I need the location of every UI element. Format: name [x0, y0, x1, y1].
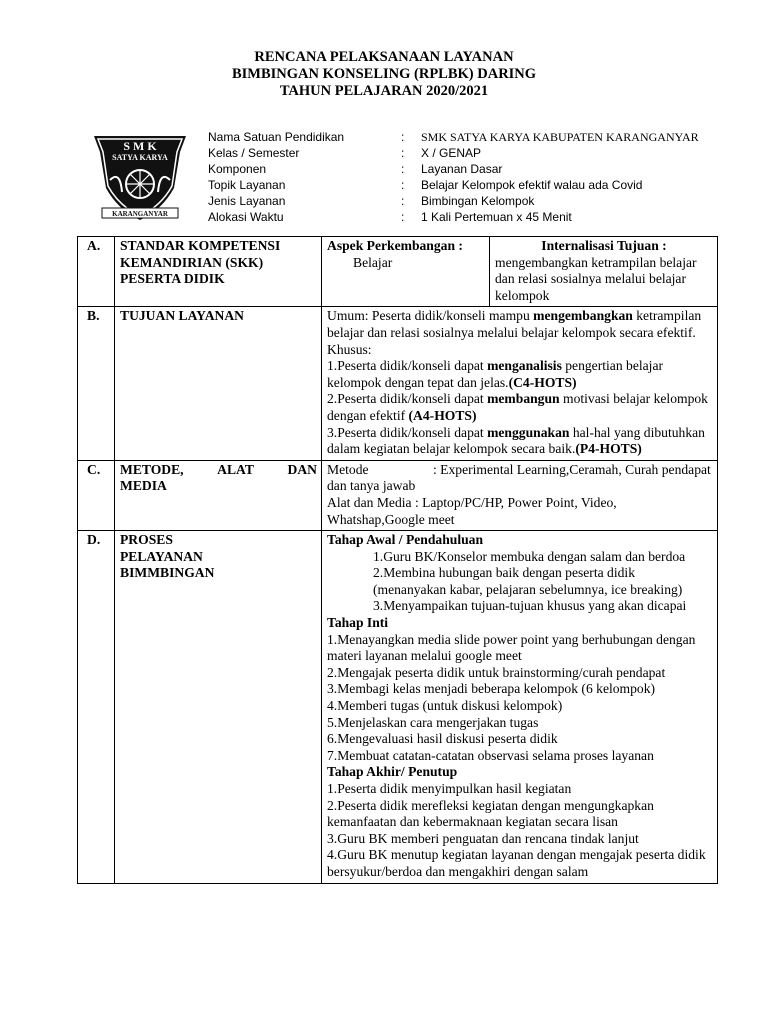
info-label: Kelas / Semester — [208, 146, 300, 160]
heading-word: DAN — [287, 461, 317, 477]
info-colon: : — [401, 210, 405, 224]
text: 1.Peserta didik/konseli dapat — [327, 358, 488, 374]
info-label: Jenis Layanan — [208, 194, 286, 208]
section-b-heading: TUJUAN LAYANAN — [115, 307, 322, 460]
tahap-inti-7: 7.Membuat catatan-catatan observasi selama proses layanan — [327, 747, 654, 763]
aspek-label: Aspek Perkembangan : — [327, 238, 463, 253]
internalisasi-value: mengembangkan ketrampilan belajar dan relasi sosialnya melalui belajar kelompok — [495, 254, 697, 303]
alat-media: Alat dan Media : Laptop/PC/HP, Power Point, Video, Whatshap,Google meet — [327, 494, 617, 527]
info-label: Alokasi Waktu — [208, 210, 284, 224]
logo-text-middle: SATYA KARYA — [112, 153, 168, 162]
aspek-cell — [322, 237, 490, 306]
metode-value: : Experimental Learning,Ceramah, Curah pendapat dan tanya jawab — [327, 461, 711, 494]
section-d-row — [78, 531, 718, 883]
tahap-akhir-3: 3.Guru BK memberi penguatan dan rencana tindak lanjut — [327, 830, 639, 846]
text: hal-hal yang dibutuhkan dalam kegiatan belajar kelompok secara baik. — [327, 424, 705, 457]
tahap-awal-3: 3.Menyampaikan tujuan-tujuan khusus yang akan dicapai — [373, 598, 687, 614]
tahap-inti-2: 2.Mengajak peserta didik untuk brainstorming/curah pendapat — [327, 664, 666, 680]
tujuan-khusus-1 — [327, 358, 713, 391]
school-logo-icon — [92, 130, 188, 222]
section-d-heading — [115, 531, 322, 883]
rplbk-table — [77, 236, 718, 884]
section-a-content — [322, 237, 718, 307]
info-value: 1 Kali Pertemuan x 45 Menit — [421, 210, 572, 224]
info-label: Nama Satuan Pendidikan — [208, 130, 345, 144]
tujuan-khusus-2 — [327, 391, 713, 424]
info-colon: : — [401, 130, 405, 144]
section-b-content — [322, 307, 718, 460]
section-c-row — [78, 460, 718, 530]
tahap-inti-5: 5.Menjelaskan cara mengerjakan tugas — [327, 714, 539, 730]
info-label: Topik Layanan — [208, 178, 286, 192]
tahap-akhir-4: 4.Guru BK menutup kegiatan layanan dengan mengajak peserta didik bersyukur/berdoa dan mengakhiri dengan salam — [327, 847, 706, 879]
tahap-awal-1: 1.Guru BK/Konselor membuka dengan salam dan berdoa — [373, 548, 686, 564]
text: 3.Peserta didik/konseli dapat — [327, 424, 488, 440]
text: Umum: Peserta didik/konseli mampu — [327, 308, 534, 324]
tahap-awal-2: 2.Membina hubungan baik dengan peserta didik — [373, 565, 635, 581]
section-d-content — [322, 531, 718, 883]
tujuan-khusus-3 — [327, 425, 713, 458]
tahap-inti-4: 4.Memberi tugas (untuk diskusi kelompok) — [327, 698, 563, 714]
section-a-letter: A. — [78, 237, 115, 307]
aspek-value: Belajar — [353, 254, 393, 270]
info-value: Belajar Kelompok efektif walau ada Covid — [421, 178, 643, 192]
metode — [327, 462, 713, 495]
tujuan-khusus-label: Khusus: — [327, 341, 372, 357]
internalisasi-label: Internalisasi Tujuan : — [541, 238, 667, 253]
logo-text-bottom: KARANGANYAR — [112, 210, 168, 218]
heading-word: METODE, — [120, 461, 184, 477]
text: 2.Peserta didik/konseli dapat — [327, 391, 488, 407]
info-value: X / GENAP — [421, 146, 482, 160]
text-bold: menganalisis — [487, 358, 562, 374]
tahap-inti-1: 1.Menayangkan media slide power point yang berhubungan dengan materi layanan melalui google meet — [327, 631, 696, 664]
tahap-awal-2b: (menanyakan kabar, pelajaran sebelumnya, ice breaking) — [373, 581, 683, 597]
info-colon: : — [401, 178, 405, 192]
text-bold: membangun — [487, 391, 560, 407]
section-a-heading: STANDAR KOMPETENSI KEMANDIRIAN (SKK) PESERTA DIDIK — [115, 237, 322, 307]
info-colon: : — [401, 146, 405, 160]
info-colon: : — [401, 194, 405, 208]
tahap-akhir-title: Tahap Akhir/ Penutup — [327, 764, 458, 780]
text: ketrampilan belajar dan relasi sosialnya melalui belajar kelompok secara efektif. — [327, 308, 702, 340]
section-b-row — [78, 307, 718, 460]
title-line-3: TAHUN PELAJARAN 2020/2021 — [279, 83, 489, 99]
title-line-1: RENCANA PELAKSANAAN LAYANAN — [254, 49, 514, 65]
tahap-inti-3: 3.Membagi kelas menjadi beberapa kelompok (6 kelompok) — [327, 681, 656, 697]
tahap-inti-6: 6.Mengevaluasi hasil diskusi peserta didik — [327, 731, 558, 747]
tahap-akhir-1: 1.Peserta didik menyimpulkan hasil kegiatan — [327, 781, 572, 796]
hots-tag: (P4-HOTS) — [575, 441, 642, 457]
info-value: SMK SATYA KARYA KABUPATEN KARANGANYAR — [421, 130, 699, 144]
text-bold: mengembangkan — [533, 308, 633, 324]
hots-tag: (A4-HOTS) — [408, 407, 477, 423]
heading-word: ALAT — [217, 461, 254, 477]
tujuan-umum — [327, 308, 713, 341]
info-label: Komponen — [208, 162, 267, 176]
text: pengertian belajar kelompok dengan tepat dan jelas. — [327, 358, 664, 390]
section-a-row — [78, 237, 718, 307]
document-title — [0, 49, 768, 100]
section-d-letter: D. — [78, 531, 115, 883]
internalisasi-cell — [490, 237, 718, 306]
metode-label: Metode — [327, 461, 369, 477]
heading-word: MEDIA — [120, 478, 167, 494]
text-bold: menggunakan — [487, 424, 570, 440]
logo-text-top: S M K — [123, 139, 157, 153]
heading-text: PROSES PELAYANAN BIMMBINGAN — [120, 532, 215, 581]
info-colon: : — [401, 162, 405, 176]
tahap-akhir-2: 2.Peserta didik merefleksi kegiatan dengan mengungkapkan kemanfaatan dan kebermaknaan kegiatan secara lisan — [327, 797, 654, 830]
title-line-2: BIMBINGAN KONSELING (RPLBK) DARING — [231, 66, 537, 82]
text: motivasi belajar kelompok dengan efektif — [327, 391, 708, 423]
info-value: Layanan Dasar — [421, 162, 503, 176]
section-c-letter: C. — [78, 460, 115, 530]
hots-tag: (C4-HOTS) — [508, 374, 577, 390]
section-c-content — [322, 460, 718, 530]
tahap-inti-title: Tahap Inti — [327, 615, 389, 631]
tahap-awal-title: Tahap Awal / Pendahuluan — [327, 532, 484, 548]
info-value: Bimbingan Kelompok — [421, 194, 535, 208]
section-c-heading — [115, 460, 322, 530]
section-b-letter: B. — [78, 307, 115, 460]
